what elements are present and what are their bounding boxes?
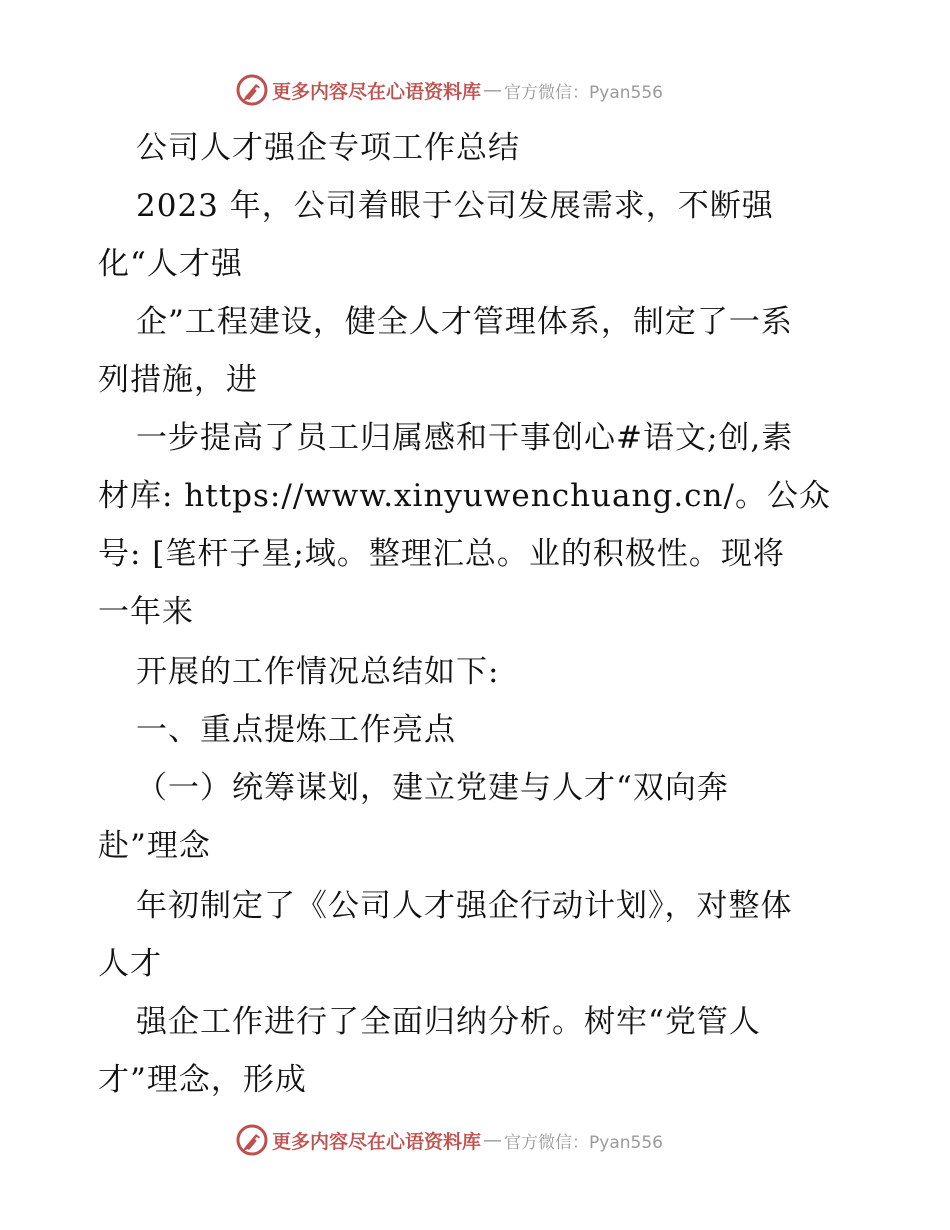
paragraph-line: 人才 <box>98 946 162 982</box>
watermark-separator: — <box>483 1129 503 1151</box>
document-title: 公司人才强企专项工作总结 <box>136 130 520 166</box>
paragraph-line: 年初制定了《公司人才强企行动计划》，对整体 <box>136 888 793 924</box>
paragraph-line: 列措施，进 <box>98 362 258 398</box>
watermark-lead-text: 更多内容尽在心语资料库 <box>272 1130 482 1153</box>
watermark-lead-text: 更多内容尽在心语资料库 <box>272 80 482 103</box>
watermark-contact-text: 官方微信：Pyan556 <box>504 1132 663 1153</box>
paragraph-line: 强企工作进行了全面归纳分析。树牢“党管人 <box>136 1004 761 1040</box>
pen-nib-logo-icon <box>236 74 268 106</box>
paragraph-line: 一年来 <box>98 594 194 630</box>
subsection-heading-continued: 赴”理念 <box>98 828 211 864</box>
paragraph-line: 2023 年，公司着眼于公司发展需求，不断强 <box>136 188 774 224</box>
paragraph-line: 开展的工作情况总结如下: <box>136 654 500 690</box>
paragraph-line: 化“人才强 <box>98 246 243 282</box>
watermark-separator: — <box>483 79 503 101</box>
paragraph-line: 才”理念，形成 <box>98 1062 307 1098</box>
header-watermark <box>236 72 663 108</box>
paragraph-line: 一步提高了员工归属感和干事创心#语文;创,素 <box>136 420 794 456</box>
section-heading: 一、重点提炼工作亮点 <box>136 712 456 748</box>
watermark-contact-text: 官方微信：Pyan556 <box>504 82 663 103</box>
pen-nib-logo-icon <box>236 1124 268 1156</box>
paragraph-line: 材库: https://www.xinyuwenchuang.cn/。公众 <box>98 478 831 514</box>
subsection-heading: （一）统筹谋划，建立党建与人才“双向奔 <box>136 770 729 806</box>
paragraph-line: 企”工程建设，健全人才管理体系，制定了一系 <box>136 304 793 340</box>
paragraph-line: 号: [笔杆子星;域。整理汇总。业的积极性。现将 <box>98 536 785 572</box>
footer-watermark <box>236 1122 663 1158</box>
